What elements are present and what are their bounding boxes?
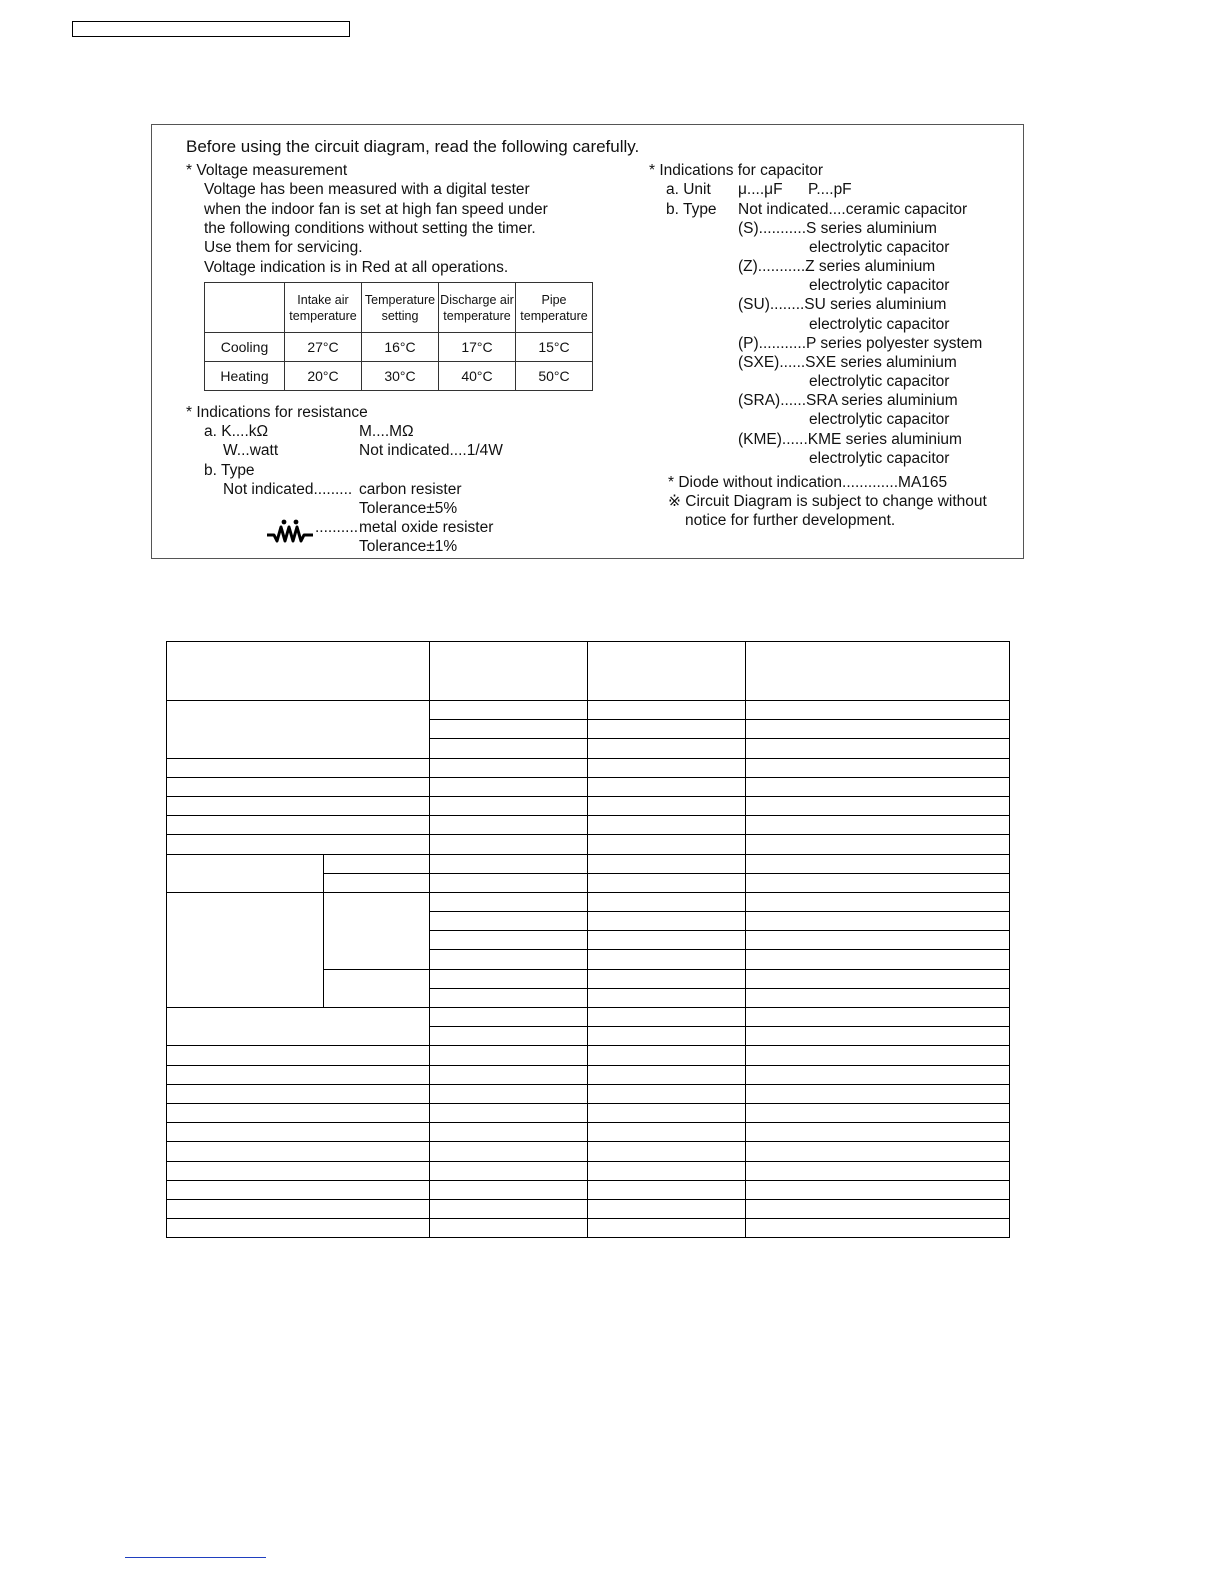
footer-link-line (125, 1557, 266, 1558)
capacitor-item: (SU)........SU series aluminium (738, 296, 947, 313)
table-row (167, 854, 1010, 873)
conditions-cell: 27°C (285, 333, 362, 362)
voltage-line: Use them for servicing. (204, 239, 363, 256)
conditions-row-cooling (205, 333, 593, 362)
capacitor-type-label: b. Type (666, 201, 717, 218)
resistance-unit-w: W...watt (223, 442, 279, 459)
conditions-cell: Heating (205, 362, 285, 391)
table-row (167, 892, 1010, 911)
resistance-heading: * Indications for resistance (186, 404, 368, 421)
resistance-unit-m: M....MΩ (359, 423, 414, 440)
table-row (167, 1103, 1010, 1122)
resistance-unit-default: Not indicated....1/4W (359, 442, 503, 459)
table-row (167, 816, 1010, 835)
voltage-line: when the indoor fan is set at high fan speed under (204, 201, 548, 218)
capacitor-unit-u: μ....μF (738, 181, 783, 198)
metal-tolerance: Tolerance±1% (359, 538, 458, 555)
table-row (167, 1161, 1010, 1180)
metal-oxide-resister-label: metal oxide resister (359, 519, 494, 536)
diode-note: * Diode without indication.............MA165 (668, 474, 948, 491)
conditions-table (204, 282, 593, 391)
conditions-cell: 40°C (439, 362, 516, 391)
resistance-type-label: b. Type (204, 462, 255, 479)
table-row (167, 1065, 1010, 1084)
voltage-line: Voltage has been measured with a digital tester (204, 181, 530, 198)
table-row (167, 1084, 1010, 1103)
conditions-row-heating (205, 362, 593, 391)
table-row (167, 796, 1010, 815)
table-row (167, 777, 1010, 796)
carbon-tolerance: Tolerance±5% (359, 500, 458, 517)
voltage-line: Voltage indication is in Red at all operations. (204, 259, 509, 276)
change-note: ※ Circuit Diagram is subject to change without (668, 493, 987, 510)
capacitor-item-desc: electrolytic capacitor (809, 373, 950, 390)
metal-dots: .......... (315, 519, 359, 536)
capacitor-type-default: Not indicated....ceramic capacitor (738, 201, 968, 218)
table-row (167, 642, 1010, 701)
conditions-header-cell: Discharge air temperature (439, 283, 516, 333)
conditions-header-row (205, 283, 593, 333)
conditions-cell: 50°C (516, 362, 593, 391)
conditions-corner-cell (205, 283, 285, 333)
resistance-unit-k: a. K....kΩ (204, 423, 269, 440)
capacitor-item: (SXE)......SXE series aluminium (738, 354, 957, 371)
table-row (167, 1046, 1010, 1065)
capacitor-item: (KME)......KME series aluminium (738, 431, 962, 448)
table-row (167, 701, 1010, 720)
voltage-line: the following conditions without setting the timer. (204, 220, 536, 237)
conditions-cell: 17°C (439, 333, 516, 362)
carbon-prefix: Not indicated......... (223, 481, 353, 498)
change-note: notice for further development. (685, 512, 896, 529)
capacitor-item-desc: electrolytic capacitor (809, 277, 950, 294)
capacitor-unit-p: P....pF (808, 181, 852, 198)
capacitor-item-desc: electrolytic capacitor (809, 450, 950, 467)
header-box (72, 21, 350, 37)
capacitor-heading: * Indications for capacitor (649, 162, 824, 179)
blank-grid-table (166, 641, 1010, 1238)
table-row (167, 1180, 1010, 1199)
conditions-cell: Cooling (205, 333, 285, 362)
circuit-diagram-notice (151, 124, 1024, 559)
carbon-resister-label: carbon resister (359, 481, 462, 498)
table-row (167, 1123, 1010, 1142)
capacitor-item: (Z)...........Z series aluminium (738, 258, 936, 275)
conditions-header-cell: Temperature setting (362, 283, 439, 333)
conditions-cell: 20°C (285, 362, 362, 391)
capacitor-item-desc: electrolytic capacitor (809, 239, 950, 256)
capacitor-item: (S)...........S series aluminium (738, 220, 937, 237)
conditions-header-cell: Intake air temperature (285, 283, 362, 333)
conditions-cell: 15°C (516, 333, 593, 362)
capacitor-item: (SRA)......SRA series aluminium (738, 392, 958, 409)
table-row (167, 1219, 1010, 1238)
conditions-header-cell: Pipe temperature (516, 283, 593, 333)
capacitor-unit-label: a. Unit (666, 181, 711, 198)
notice-title: Before using the circuit diagram, read the following carefully. (186, 137, 640, 156)
table-row (167, 1199, 1010, 1218)
capacitor-item-desc: electrolytic capacitor (809, 316, 950, 333)
capacitor-item: (P)...........P series polyester system (738, 335, 983, 352)
capacitor-item-desc: electrolytic capacitor (809, 411, 950, 428)
table-row (167, 835, 1010, 854)
table-row (167, 1008, 1010, 1027)
voltage-heading: * Voltage measurement (186, 162, 348, 179)
conditions-cell: 30°C (362, 362, 439, 391)
table-row (167, 758, 1010, 777)
metal-oxide-resistor-icon (266, 517, 314, 545)
table-row (167, 1142, 1010, 1161)
conditions-cell: 16°C (362, 333, 439, 362)
